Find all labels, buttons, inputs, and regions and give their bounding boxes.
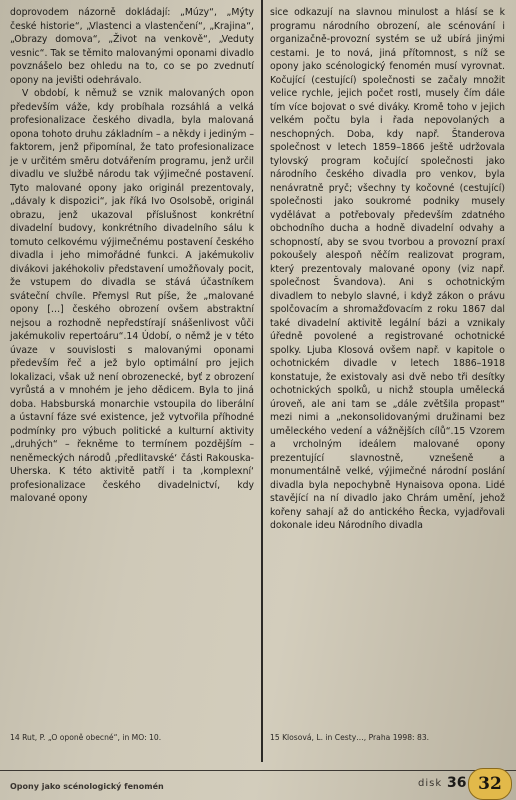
text-column-right (270, 6, 505, 533)
footer-rule (0, 770, 516, 771)
issue-number: 36 (447, 775, 467, 791)
text-column-left (10, 6, 254, 506)
paragraph: sice odkazují na slavnou minulost a hlásí se k programu národního obrození, ale scénování i organizačně-provozní systém se už ubírá jinými cestami. Je to nová, jiná přítomnost, s níž se opony jako scénologický fenomén musí vyrovnat. Kočující (cestující) společnosti se začaly množit velice rychle, jejich počet rostl, musely čím dále tím více bojovat o své diváky. Kromě toho v jejich velkém počtu byla i řada nepovolaných a neschopných. Doba, kdy např. Štanderova společnost v letech 1859–1866 ještě udržovala tylovský program kočující společnosti jako národního českého divadla pro venkov, byla nenávratně pryč; všechny ty kočovné (cestující) společnosti jako soukromé podniky musely vydělávat a potřebovaly především zdatného obchodního ducha a hodně divadelní odvahy a schopností, aby se svou tvorbou a provozní praxí pokoušely alespoň něčím realizovat program, který prezentovaly malované opony (viz např. společnost Švandova). Ani s ochotnickým divadlem to nebylo slavné, i když zákon o právu spolčovacím a shromažďovacím z roku 1867 dal také divadelní aktivitě legální bázi a vznikaly úředně povolené a registrované ochotnické spolky. Ljuba Klosová ovšem např. v kapitole o ochotnickém divadle v letech 1886–1918 konstatuje, že existovaly asi dvě nebo tři desítky ochotnických spolků, u nichž stoupla umělecká úroveň, ale ani tam se „dále zvětšila propast“ mezi nimi a „nekonsolidovanými družinami bez uměleckého vedení a vážnějších cílů“.15 Vzorem a vrcholným ideálem malované opony prezentující slavnostně, vznešeně a monumentálně velké, výjimečné národní poslání divadla byla nepochybně Hynaisova opona. Lidé stavějící na ní divadlo jako Chrám umění, jehož kořeny sahají až do antického Řecka, vyjadřovali dokonale ideu Národního divadla (270, 7, 505, 531)
paragraph: doprovodem názorně dokládají: „Múzy“, „Mýty české historie“, „Vlastenci a vlastenčení“, „Krajina“, „Obrazy domova“, „Život na venkově“, „Veduty vesnic“. Tak se těmito malovanými oponami divadlo povznášelo bez ohledu na to, co se po zvednutí opony na jevišti odehrávalo. (10, 7, 254, 86)
paragraph: V období, k němuž se vznik malovaných opon především váže, kdy probíhala rozsáhlá a velká profesionalizace českého divadla, byla malovaná opona tohoto druhu základním – a někdy i jediným – faktorem, jenž připomínal, že tato profesionalizace je v určitém směru dotvářením programu, jenž určil divadlu ve službě národu tak výjimečné postavení. Tyto malované opony jako originál prezentovaly, „dávaly k dispozici“, jak říká Ivo Osolsobě, originál obrazu, jenž ukazoval příslušnost konkrétní divadelní budovy, konkrétního divadelního sálu k tomuto celkovému výjimečnému postavení českého divadla i jeho mimořádné funkci. A jakémukoliv divákovi jakéhokoliv představení umožňovaly pocit, že vstupem do divadla se stává účastníkem sváteční chvíle. Přemysl Rut píše, že „malované opony […] českého obrození ovšem abstraktní nejsou a rozhodně nepředstírají snášenlivost vůči jakémukoliv repertoáru“.14 Údobí, o němž je v této úvaze v souvislosti s malovanými oponami především řeč a jež bylo optimální pro jejich lokalizaci, však už není obrozenecké, byť z obrození vyrůstá a v mnohém je jeho dědicem. Byla to jiná doba. Habsburská monarchie vstoupila do liberální a ústavní fáze své existence, jež vytvořila příhodné podmínky pro výbuch politické a kulturní aktivity „druhých“ – řekněme to termínem pozdějším – neněmeckých národů ‚předlitavské‘ části Rakouska-Uherska. K této aktivitě patří i ta ‚komplexní‘ profesionalizace českého divadelnictví, kdy malované opony (10, 88, 254, 504)
page-footer (0, 766, 516, 800)
footnote-14: 14 Rut, P. „O oponě obecné“, in MO: 10. (10, 733, 162, 742)
running-title: Opony jako scénologický fenomén (10, 782, 164, 791)
page-number-badge: 32 (468, 768, 512, 800)
journal-name: disk (418, 778, 443, 789)
column-divider (261, 0, 263, 762)
footnote-15: 15 Klosová, L. in Cesty…, Praha 1998: 83. (270, 733, 430, 742)
